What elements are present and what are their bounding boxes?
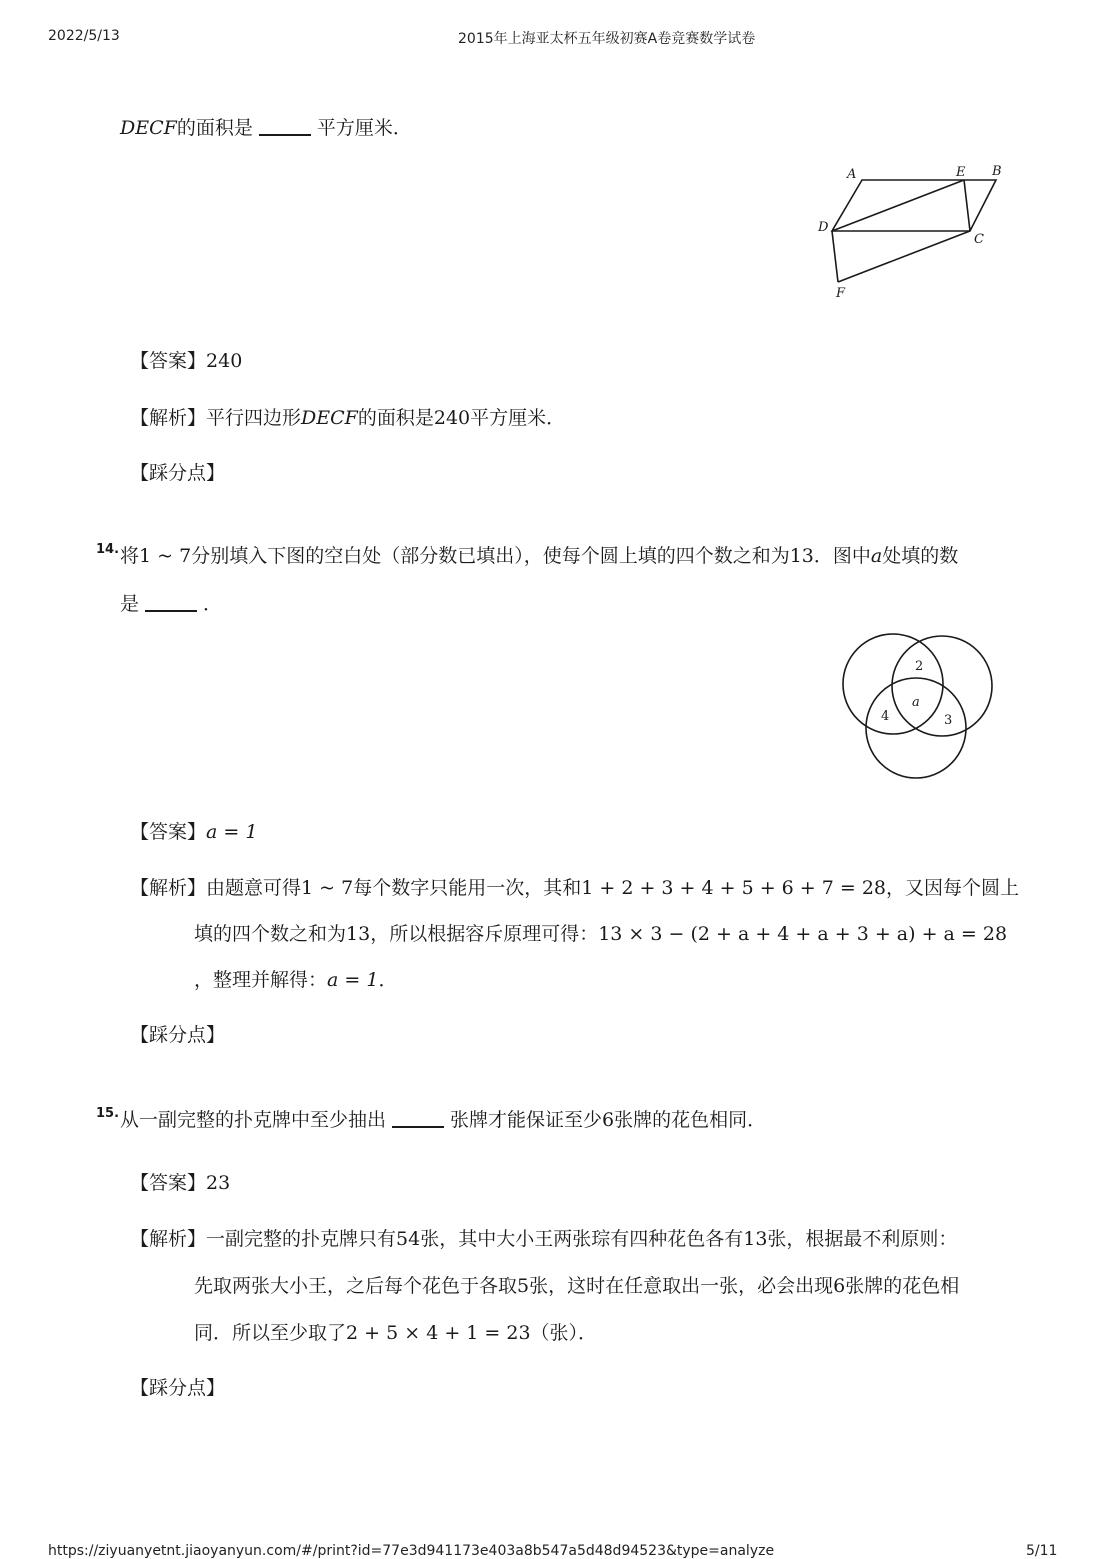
- label-e: E: [956, 165, 966, 180]
- q13-answer: [130, 348, 242, 374]
- q14-a3a: ，整理并解得：: [194, 969, 328, 991]
- q14-s1b: 1 ~ 7: [139, 545, 192, 567]
- q14-a1b: 1 ~ 7: [301, 877, 354, 899]
- q15-blank: [392, 1108, 444, 1128]
- analysis-label: 【解析】: [130, 1228, 207, 1250]
- q15-a2a: 先取两张大小王，之后每个花色于各取: [194, 1275, 518, 1297]
- q15-answer: [130, 1170, 230, 1196]
- q15-sa: 从一副完整的扑克牌中至少抽出: [120, 1109, 387, 1131]
- venn-label-2: 2: [915, 659, 924, 674]
- q15-a3a: 同．所以至少取了: [194, 1322, 347, 1344]
- q14-a3b: a = 1: [327, 969, 379, 991]
- q15-a2d: 6: [833, 1275, 846, 1297]
- q15-a1d: 13: [743, 1228, 768, 1250]
- q15-sc: 6: [602, 1109, 615, 1131]
- q14-a1d: 1 + 2 + 3 + 4 + 5 + 6 + 7 = 28: [581, 877, 887, 899]
- q14-a1a: 由题意可得: [206, 877, 302, 899]
- label-d: D: [818, 220, 829, 235]
- q14-s2b: ．: [203, 593, 223, 615]
- q14-stem-line1: [120, 543, 958, 569]
- q14-stem-line2: [120, 591, 222, 617]
- q14-s1f: a: [870, 545, 883, 567]
- q14-analysis-line1: [130, 875, 1019, 901]
- q14-a2b: 13: [346, 923, 371, 945]
- q14-answer-value: a = 1: [206, 821, 258, 843]
- q15-points: 【踩分点】: [130, 1377, 226, 1399]
- document-title: 2015年上海亚太杯五年级初赛A卷竞赛数学试卷: [458, 31, 756, 47]
- q15-a1a: 一副完整的扑克牌只有: [206, 1228, 397, 1250]
- q13-analysis-mid: 的面积是: [357, 407, 434, 429]
- q15-stem: [120, 1107, 766, 1133]
- q15-a2e: 张牌的花色相: [845, 1275, 960, 1297]
- q14-answer: [130, 819, 257, 845]
- q14-analysis-line3: [194, 967, 397, 993]
- q13-analysis-var: DECF: [301, 407, 358, 429]
- q14-a2a: 填的四个数之和为: [194, 923, 347, 945]
- q15-a2c: 张，这时在任意取出一张，必会出现: [529, 1275, 834, 1297]
- q13-analysis: [130, 405, 565, 431]
- answer-label: 【答案】: [130, 821, 207, 843]
- label-f: F: [836, 286, 846, 301]
- q13-analysis-post: 平方厘米．: [470, 407, 566, 429]
- q15-answer-value: 23: [206, 1172, 231, 1194]
- label-a: A: [847, 167, 857, 182]
- q14-s1c: 分别填入下图的空白处（部分数已填出），使每个圆上填的四个数之和为: [191, 545, 790, 567]
- q14-number: 14.: [96, 542, 120, 557]
- q13-blank: [259, 116, 311, 136]
- q15-a1c: 张，其中大小王两张琮有四种花色各有: [420, 1228, 744, 1250]
- q14-blank: [145, 592, 197, 612]
- answer-label: 【答案】: [130, 350, 207, 372]
- q14-points: 【踩分点】: [130, 1024, 226, 1046]
- q14-analysis-line2: [194, 921, 1007, 947]
- print-date: 2022/5/13: [48, 28, 120, 44]
- venn-label-4: 4: [881, 709, 890, 724]
- q14-a1c: 每个数字只能用一次，其和: [353, 877, 582, 899]
- answer-label: 【答案】: [130, 1172, 207, 1194]
- q15-a3c: （张）．: [530, 1322, 598, 1344]
- q15-a1e: 张，根据最不利原则：: [767, 1228, 958, 1250]
- q15-a3b: 2 + 5 × 4 + 1 = 23: [346, 1322, 531, 1344]
- q13-analysis-pre: 平行四边形: [206, 407, 302, 429]
- edge-d-e: [832, 180, 964, 231]
- q14-s1a: 将: [120, 545, 140, 567]
- q15-a2b: 5: [517, 1275, 530, 1297]
- q13-stem: [120, 115, 412, 141]
- page-url: https://ziyuanyetnt.jiaoyanyun.com/#/print?id=77e3d941173e403a8b547a5d48d94523&type=analyze: [48, 1543, 775, 1559]
- q15-analysis-line3: [194, 1320, 597, 1346]
- q15-sb: 张牌才能保证至少: [450, 1109, 603, 1131]
- q14-a2c: ，所以根据容斥原理可得：: [370, 923, 599, 945]
- q14-s1d: 13: [789, 545, 814, 567]
- q13-stem-var: DECF: [120, 117, 177, 139]
- q13-stem-tail: 平方厘米．: [316, 117, 412, 139]
- q14-a2d: 13 × 3 − (2 + a + 4 + a + 3 + a) + a = 28: [598, 923, 1008, 945]
- q14-venn-figure: [840, 630, 996, 782]
- q13-points: 【踩分点】: [130, 462, 226, 484]
- venn-label-3: 3: [944, 713, 953, 728]
- q13-parallelogram-figure: [810, 160, 1020, 305]
- q13-analysis-num: 240: [433, 407, 471, 429]
- q15-analysis-line2: [194, 1273, 959, 1299]
- edge-d-f: [832, 231, 838, 282]
- q14-s1g: 处填的数: [882, 545, 959, 567]
- q14-a3c: ．: [378, 969, 398, 991]
- q13-stem-text: 的面积是: [176, 117, 253, 139]
- label-c: C: [974, 232, 984, 247]
- q14-s2a: 是: [120, 593, 140, 615]
- analysis-label: 【解析】: [130, 407, 207, 429]
- q15-analysis-line1: [130, 1226, 957, 1252]
- q14-s1e: ．图中: [813, 545, 871, 567]
- q14-a1e: ，又因每个圆上: [886, 877, 1020, 899]
- label-b: B: [992, 164, 1002, 179]
- edge-f-c: [838, 231, 970, 282]
- page-number: 5/11: [1026, 1543, 1058, 1559]
- q15-a1b: 54: [396, 1228, 421, 1250]
- q13-answer-value: 240: [206, 350, 243, 372]
- q15-number: 15.: [96, 1106, 120, 1121]
- analysis-label: 【解析】: [130, 877, 207, 899]
- abcd-parallelogram: [832, 180, 996, 231]
- q15-sd: 张牌的花色相同．: [614, 1109, 767, 1131]
- venn-label-a: a: [912, 695, 920, 710]
- edge-e-c: [964, 180, 970, 231]
